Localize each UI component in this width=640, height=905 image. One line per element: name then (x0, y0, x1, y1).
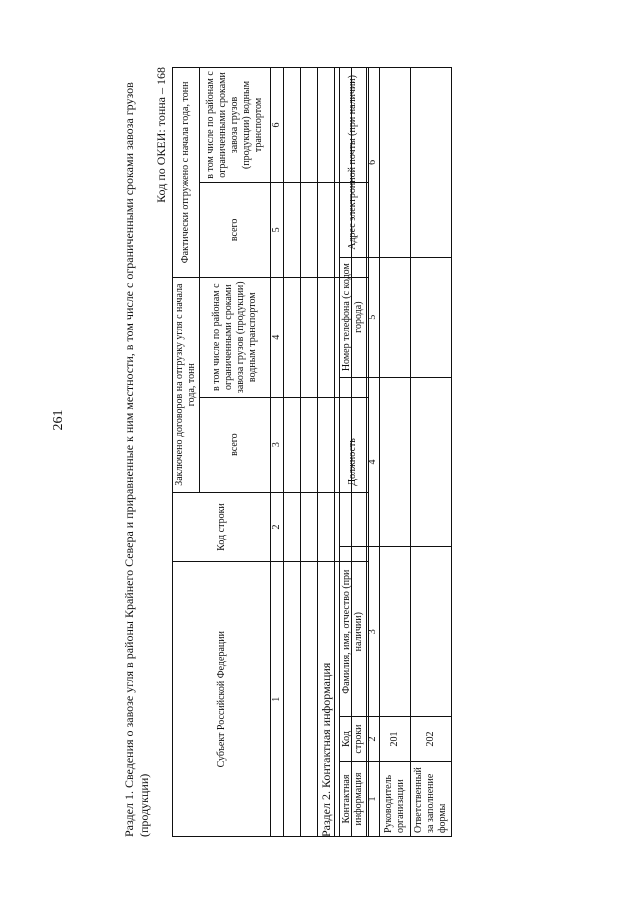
section2-title: Раздел 2. Контактная информация (319, 662, 333, 837)
cell[interactable] (318, 492, 335, 562)
header-code: Код строки (340, 717, 367, 762)
header-phone: Номер телефона (с кодом города) (340, 257, 367, 377)
cell[interactable] (301, 492, 318, 562)
cell[interactable] (411, 377, 452, 547)
cell[interactable] (284, 68, 301, 183)
header-contracted-limited: в том числе по районам с ограниченными сроками завоза грузов (продукции) водным транспортом (200, 277, 271, 397)
cell[interactable] (411, 547, 452, 717)
table-row-202 (411, 68, 452, 837)
cell[interactable] (284, 562, 301, 837)
section2-table (339, 67, 452, 837)
cell[interactable] (380, 68, 411, 258)
column-number: 5 (271, 182, 284, 277)
header-shipped: Фактически отгружено с начала года, тонн (173, 68, 200, 278)
header-contact: Контактная информация (340, 762, 367, 837)
column-number: 4 (367, 377, 380, 547)
cell[interactable] (318, 397, 335, 492)
cell[interactable] (380, 547, 411, 717)
cell[interactable] (301, 562, 318, 837)
cell[interactable] (411, 68, 452, 258)
cell[interactable] (411, 257, 452, 377)
page-number: 261 (51, 409, 66, 431)
column-number: 1 (367, 762, 380, 837)
cell[interactable] (284, 182, 301, 277)
cell[interactable] (301, 68, 318, 183)
header-shipped-limited: в том числе по районам с ограниченными сроками завоза грузов (продукции) водным транспортом (200, 68, 271, 183)
table-row (301, 68, 318, 837)
cell[interactable] (380, 377, 411, 547)
column-number: 3 (271, 397, 284, 492)
column-number: 3 (367, 547, 380, 717)
cell[interactable] (284, 492, 301, 562)
cell[interactable] (318, 277, 335, 397)
header-shipped-total: всего (200, 182, 271, 277)
table-row (284, 68, 301, 837)
cell[interactable] (301, 182, 318, 277)
table-row-201 (380, 68, 411, 837)
column-number: 2 (271, 492, 284, 562)
column-number: 2 (367, 717, 380, 762)
column-number: 6 (367, 68, 380, 258)
cell[interactable] (380, 257, 411, 377)
header-contracted-total: всего (200, 397, 271, 492)
okei-code: Код по ОКЕИ: тонна – 168 (154, 67, 168, 203)
cell[interactable] (301, 277, 318, 397)
column-number: 1 (271, 562, 284, 837)
header-position: Должность (340, 377, 367, 547)
header-subject: Субъект Российской Федерации (173, 562, 271, 837)
header-email: Адрес электронной почты (при наличии) (340, 68, 367, 258)
header-code: Код строки (173, 492, 271, 562)
header-fio: Фамилия, имя, отчество (при наличии) (340, 547, 367, 717)
column-number: 5 (367, 257, 380, 377)
section1-title: Раздел 1. Сведения о завозе угля в районы Крайнего Севера и приравненные к ним местности, в том числе с ограниченными сроками завоза грузов (продукции) (122, 82, 151, 837)
header-contracted: Заключено договоров на отгрузку угля с начала года, тонн (173, 277, 200, 492)
row-label: Руководитель организации (380, 762, 411, 837)
row-code: 202 (411, 717, 452, 762)
cell[interactable] (318, 68, 335, 183)
cell[interactable] (301, 397, 318, 492)
column-number: 4 (271, 277, 284, 397)
cell[interactable] (284, 277, 301, 397)
cell[interactable] (284, 397, 301, 492)
column-number: 6 (271, 68, 284, 183)
cell[interactable] (318, 182, 335, 277)
rotated-content (120, 52, 520, 852)
row-label: Ответственный за заполнение формы (411, 762, 452, 837)
row-code: 201 (380, 717, 411, 762)
